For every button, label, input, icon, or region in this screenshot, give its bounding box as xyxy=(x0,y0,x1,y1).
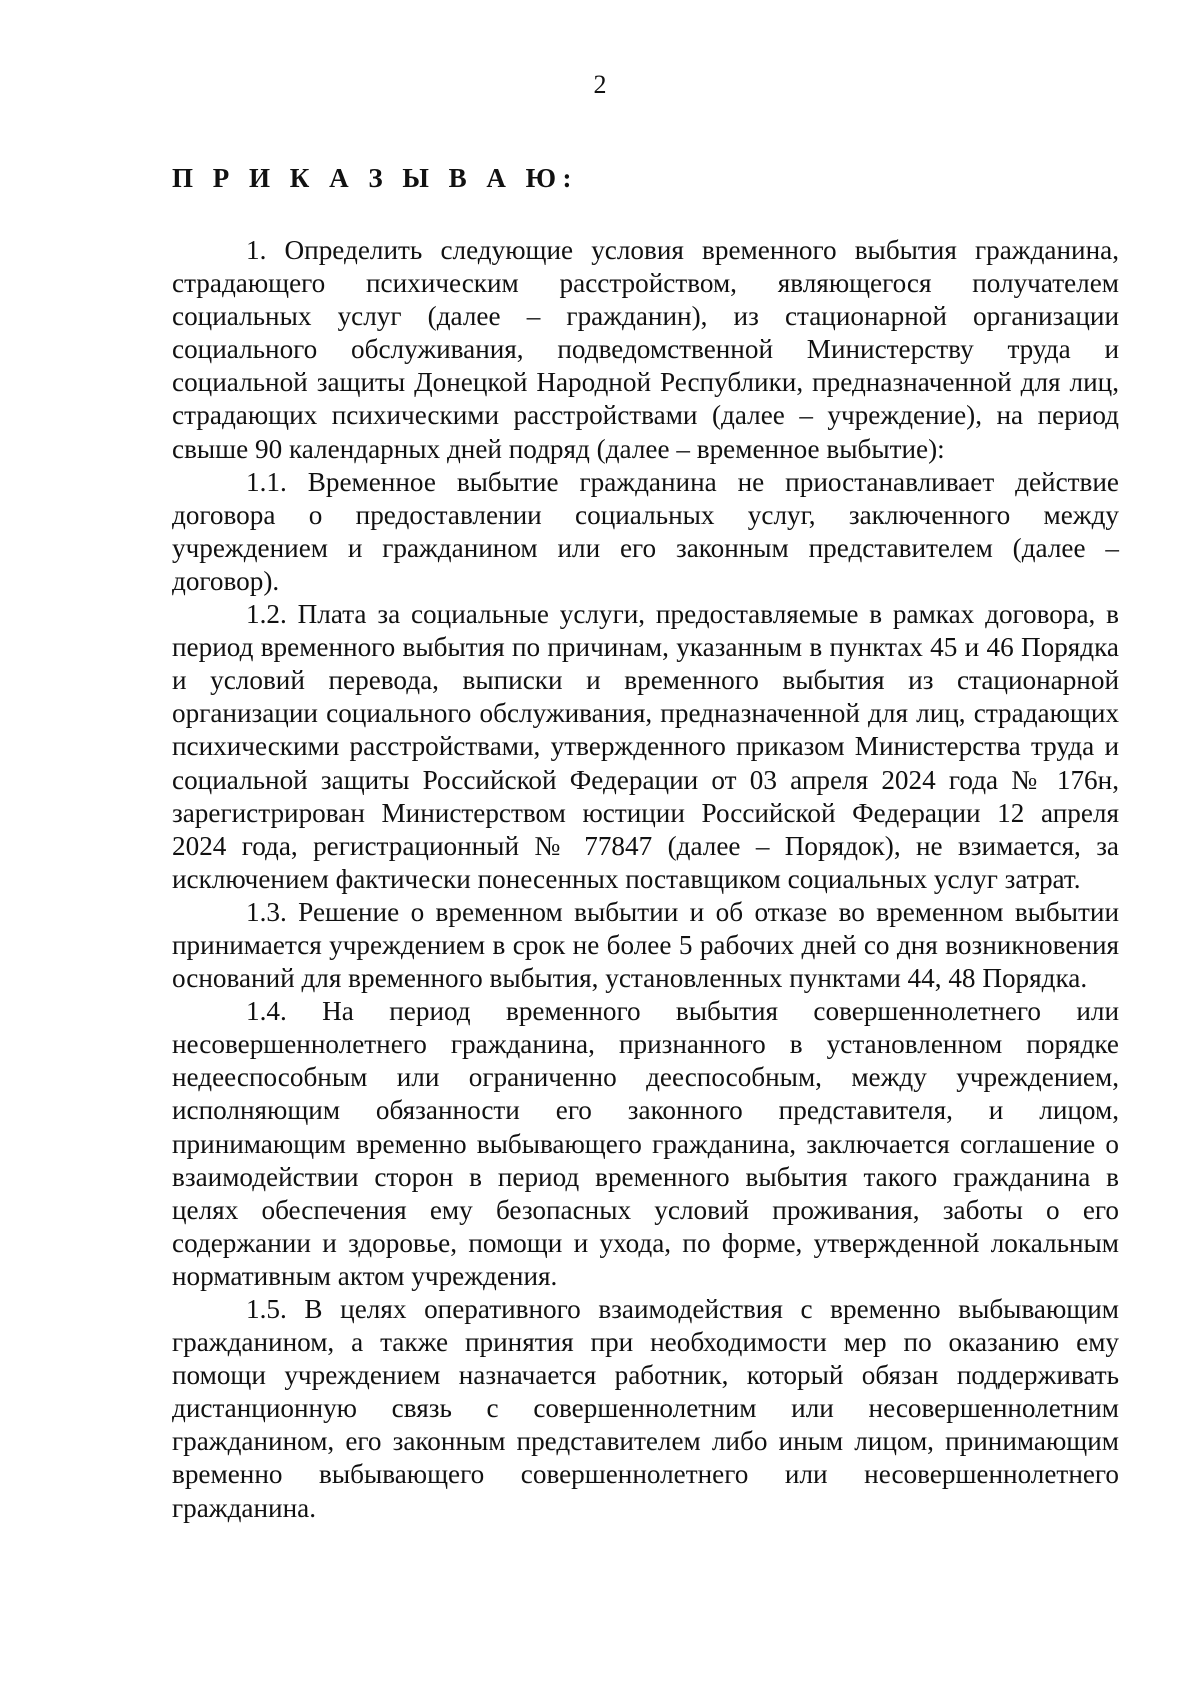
order-body xyxy=(172,234,1119,1525)
paragraph-1-5: 1.5. В целях оперативного взаимодействия с временно выбывающим гражданином, а также принятия при необходимости мер по оказанию ему помощи учреждением назначается работник, который обязан поддерживать дистанционную связь с совершеннолетним или несовершеннолетним гражданином, его законным представителем либо иным лицом, принимающим временно выбывающего совершеннолетнего или несовершеннолетнего гражданина. xyxy=(172,1294,1119,1523)
page-number: 2 xyxy=(593,70,607,99)
paragraph-1-2: 1.2. Плата за социальные услуги, предоставляемые в рамках договора, в период временного выбытия по причинам, указанным в пунктах 45 и 46 Порядка и условий перевода, выписки и временного выбытия из стационарной организации социального обслуживания, предназначенной для лиц, страдающих психическими расстройствами, утвержденного приказом Министерства труда и социальной защиты Российской Федерации от 03 апреля 2024 года № 176н, зарегистрирован Министерством юстиции Российской Федерации 12 апреля 2024 года, регистрационный № 77847 (далее – Порядок), не взимается, за исключением фактически понесенных поставщиком социальных услуг затрат. xyxy=(172,599,1119,894)
paragraph-1: 1. Определить следующие условия временного выбытия гражданина, страдающего психическим расстройством, являющегося получателем социальных услуг (далее – гражданин), из стационарной организации социального обслуживания, подведомственной Министерству труда и социальной защиты Донецкой Народной Республики, предназначенной для лиц, страдающих психическими расстройствами (далее – учреждение), на период свыше 90 календарных дней подряд (далее – временное выбытие): xyxy=(172,235,1119,464)
order-heading: П Р И К А З Ы В А Ю: xyxy=(172,163,578,193)
paragraph-1-3: 1.3. Решение о временном выбытии и об отказе во временном выбытии принимается учреждением в срок не более 5 рабочих дней со дня возникновения оснований для временного выбытия, установленных пунктами 44, 48 Порядка. xyxy=(172,896,1119,994)
paragraph-1-1: 1.1. Временное выбытие гражданина не приостанавливает действие договора о предоставлении социальных услуг, заключенного между учреждением и гражданином или его законным представителем (далее – договор). xyxy=(172,466,1119,596)
paragraph-1-4: 1.4. На период временного выбытия совершеннолетнего или несовершеннолетнего гражданина, признанного в установленном порядке недееспособным или ограниченно дееспособным, между учреждением, исполняющим обязанности его законного представителя, и лицом, принимающим временно выбывающего гражданина, заключается соглашение о взаимодействии сторон в период временного выбытия такого гражданина в целях обеспечения ему безопасных условий проживания, заботы о его содержании и здоровье, помощи и ухода, по форме, утвержденной локальным нормативным актом учреждения. xyxy=(172,996,1119,1291)
